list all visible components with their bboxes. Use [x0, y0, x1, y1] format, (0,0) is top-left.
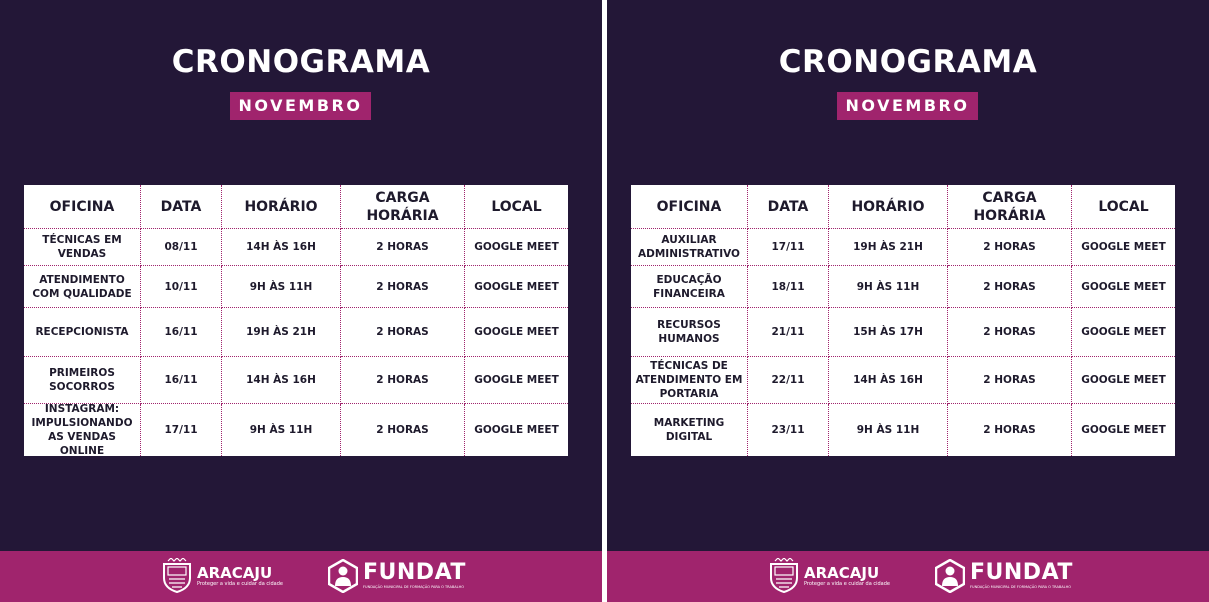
- table-cell-horario: 19H ÀS 21H: [829, 229, 948, 266]
- table-cell-horario: 19H ÀS 21H: [222, 308, 341, 357]
- page-title: CRONOGRAMA: [171, 44, 431, 80]
- table-cell-oficina: MARKETING DIGITAL: [631, 404, 748, 456]
- aracaju-slogan: Proteger a vida e cuidar da cidade: [197, 580, 284, 587]
- table-cell-oficina: TÉCNICAS EM VENDAS: [24, 229, 141, 266]
- table-cell-data: 16/11: [141, 308, 222, 357]
- aracaju-crest-icon: [767, 558, 801, 594]
- table-cell-horario: 9H ÀS 11H: [829, 404, 948, 456]
- header-horario: HORÁRIO: [222, 185, 341, 229]
- header-local: LOCAL: [465, 185, 568, 229]
- table-cell-local: GOOGLE MEET: [465, 266, 568, 308]
- table-cell-data: 17/11: [141, 404, 222, 456]
- table-cell-oficina: PRIMEIROS SOCORROS: [24, 357, 141, 404]
- table-cell-data: 23/11: [748, 404, 829, 456]
- table-cell-oficina: RECEPCIONISTA: [24, 308, 141, 357]
- table-cell-carga: 2 HORAS: [341, 229, 465, 266]
- table-cell-data: 08/11: [141, 229, 222, 266]
- header-carga-horaria: CARGA HORÁRIA: [948, 185, 1072, 229]
- fundat-name: FUNDAT: [363, 560, 466, 585]
- table-cell-carga: 2 HORAS: [341, 266, 465, 308]
- header-data: DATA: [748, 185, 829, 229]
- footer-bar: [607, 551, 1209, 602]
- header-data: DATA: [141, 185, 222, 229]
- aracaju-slogan: Proteger a vida e cuidar da cidade: [804, 580, 891, 587]
- table-cell-oficina: INSTAGRAM: IMPULSIONANDO AS VENDAS ONLINE: [24, 404, 141, 456]
- table-cell-carga: 2 HORAS: [341, 308, 465, 357]
- table-cell-data: 16/11: [141, 357, 222, 404]
- table-cell-local: GOOGLE MEET: [474, 424, 559, 436]
- footer-bar: [0, 551, 602, 602]
- fundat-person-icon: [935, 559, 965, 593]
- table-cell-horario: 14H ÀS 16H: [222, 229, 341, 266]
- aracaju-logo: [767, 557, 890, 595]
- table-cell-data: 10/11: [141, 266, 222, 308]
- table-cell-oficina: RECURSOS HUMANOS: [631, 308, 748, 357]
- header-carga-horaria: CARGA HORÁRIA: [341, 185, 465, 229]
- aracaju-name: ARACAJU: [197, 563, 273, 582]
- page-title: CRONOGRAMA: [778, 44, 1038, 80]
- aracaju-logo: [160, 557, 283, 595]
- table-cell-horario: 9H ÀS 11H: [829, 266, 948, 308]
- schedule-panel-right: [607, 0, 1209, 602]
- table-cell-carga: 2 HORAS: [948, 357, 1072, 404]
- aracaju-name: ARACAJU: [804, 563, 880, 582]
- header-oficina: OFICINA: [24, 185, 141, 229]
- header-oficina: OFICINA: [631, 185, 748, 229]
- month-badge: NOVEMBRO: [230, 92, 371, 120]
- schedule-table: [24, 185, 568, 456]
- table-cell-oficina: EDUCAÇÃO FINANCEIRA: [631, 266, 748, 308]
- fundat-person-icon: [328, 559, 358, 593]
- table-cell-local: GOOGLE MEET: [465, 357, 568, 404]
- table-cell-horario: 9H ÀS 11H: [222, 404, 341, 456]
- fundat-name: FUNDAT: [970, 560, 1073, 585]
- table-cell-local: GOOGLE MEET: [1081, 424, 1166, 436]
- table-cell-local: GOOGLE MEET: [465, 229, 568, 266]
- table-cell-local: GOOGLE MEET: [465, 308, 568, 357]
- fundat-logo: [328, 556, 466, 596]
- table-cell-local: GOOGLE MEET: [1072, 229, 1175, 266]
- table-cell-data: 17/11: [748, 229, 829, 266]
- table-cell-horario: 15H ÀS 17H: [829, 308, 948, 357]
- table-cell-horario: 9H ÀS 11H: [222, 266, 341, 308]
- table-cell-horario: 14H ÀS 16H: [829, 357, 948, 404]
- table-cell-oficina: ATENDIMENTO COM QUALIDADE: [24, 266, 141, 308]
- table-cell-carga: 2 HORAS: [948, 404, 1072, 456]
- table-cell-local: GOOGLE MEET: [1072, 266, 1175, 308]
- aracaju-crest-icon: [160, 558, 194, 594]
- table-cell-carga: 2 HORAS: [948, 308, 1072, 357]
- table-cell-carga: 2 HORAS: [948, 229, 1072, 266]
- month-badge: NOVEMBRO: [837, 92, 978, 120]
- table-cell-horario: 14H ÀS 16H: [222, 357, 341, 404]
- table-cell-carga: 2 HORAS: [948, 266, 1072, 308]
- table-cell-local: GOOGLE MEET: [1072, 308, 1175, 357]
- fundat-logo: [935, 556, 1073, 596]
- table-cell-data: 18/11: [748, 266, 829, 308]
- table-cell-oficina: TÉCNICAS DE ATENDIMENTO EM PORTARIA: [631, 357, 748, 404]
- table-cell-oficina: AUXILIAR ADMINISTRATIVO: [631, 229, 748, 266]
- table-cell-data: 21/11: [748, 308, 829, 357]
- schedule-table: [631, 185, 1175, 456]
- fundat-subtitle: FUNDAÇÃO MUNICIPAL DE FORMAÇÃO PARA O TRABALHO: [970, 585, 1071, 589]
- table-cell-local: GOOGLE MEET: [1072, 357, 1175, 404]
- table-cell-carga: 2 HORAS: [341, 357, 465, 404]
- header-local: LOCAL: [1072, 185, 1175, 229]
- header-horario: HORÁRIO: [829, 185, 948, 229]
- schedule-panel-left: [0, 0, 602, 602]
- table-cell-data: 22/11: [748, 357, 829, 404]
- fundat-subtitle: FUNDAÇÃO MUNICIPAL DE FORMAÇÃO PARA O TRABALHO: [363, 585, 464, 589]
- table-cell-carga: 2 HORAS: [341, 404, 465, 456]
